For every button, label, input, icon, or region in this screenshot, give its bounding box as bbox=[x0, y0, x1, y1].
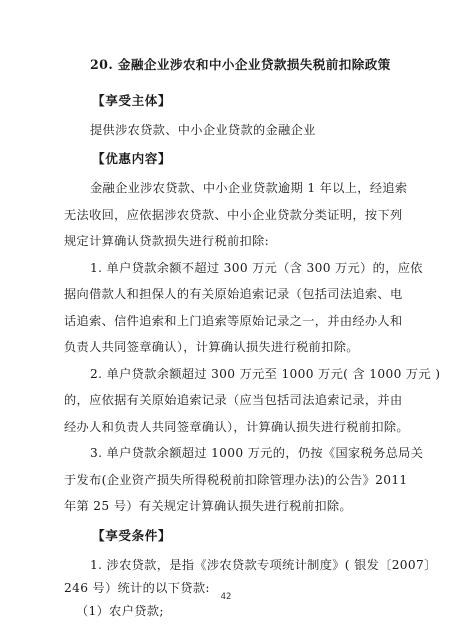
benefit-line: 年第 25 号）有关规定计算确认损失进行税前扣除。 bbox=[64, 499, 352, 513]
benefit-line: 金融企业涉农贷款、中小企业贷款逾期 1 年以上，经追索 bbox=[90, 181, 408, 195]
benefit-line: 1. 单户贷款余额不超过 300 万元（含 300 万元）的，应依 bbox=[90, 260, 423, 275]
page-title: 20. 金融企业涉农和中小企业贷款损失税前扣除政策 bbox=[90, 57, 391, 72]
page-number: 42 bbox=[220, 592, 232, 602]
benefit-line: 于发布(企业资产损失所得税税前扣除管理办法)的公告》2011 bbox=[64, 472, 408, 487]
section-heading-benefit: 【优惠内容】 bbox=[92, 151, 172, 166]
benefit-line: 的，应依据有关原始追索记录（应当包括司法追索记录，并由 bbox=[64, 393, 403, 407]
benefit-line: 无法收回，应依据涉农贷款、中小企业贷款分类证明，按下列 bbox=[64, 207, 403, 222]
section-heading-beneficiary: 【享受主体】 bbox=[92, 93, 172, 108]
condition-line: 246 号）统计的以下贷款: bbox=[64, 580, 210, 595]
benefit-line: 经办人和负责人共同签章确认），计算确认损失进行税前扣除。 bbox=[64, 419, 409, 434]
beneficiary-text: 提供涉农贷款、中小企业贷款的金融企业 bbox=[90, 123, 316, 137]
condition-line: （1）农户贷款; bbox=[76, 603, 164, 618]
benefit-line: 3. 单户贷款余额超过 1000 万元的，仍按《国家税务总局关 bbox=[90, 446, 424, 460]
benefit-line: 2. 单户贷款余额超过 300 万元至 1000 万元( 含 1000 万元 ) bbox=[90, 366, 441, 381]
section-heading-conditions: 【享受条件】 bbox=[92, 527, 172, 543]
benefit-line: 负责人共同签章确认），计算确认损失进行税前扣除。 bbox=[64, 340, 359, 354]
condition-line: 1. 涉农贷款，是指《涉农贷款专项统计制度》( 银发〔2007〕 bbox=[90, 557, 437, 572]
benefit-line: 规定计算确认贷款损失进行税前扣除: bbox=[64, 234, 270, 248]
benefit-line: 话追索、信件追索和上门追索等原始记录之一，并由经办人和 bbox=[64, 313, 403, 328]
benefit-line: 据向借款人和担保人的有关原始追索记录（包括司法追索、电 bbox=[64, 287, 403, 301]
